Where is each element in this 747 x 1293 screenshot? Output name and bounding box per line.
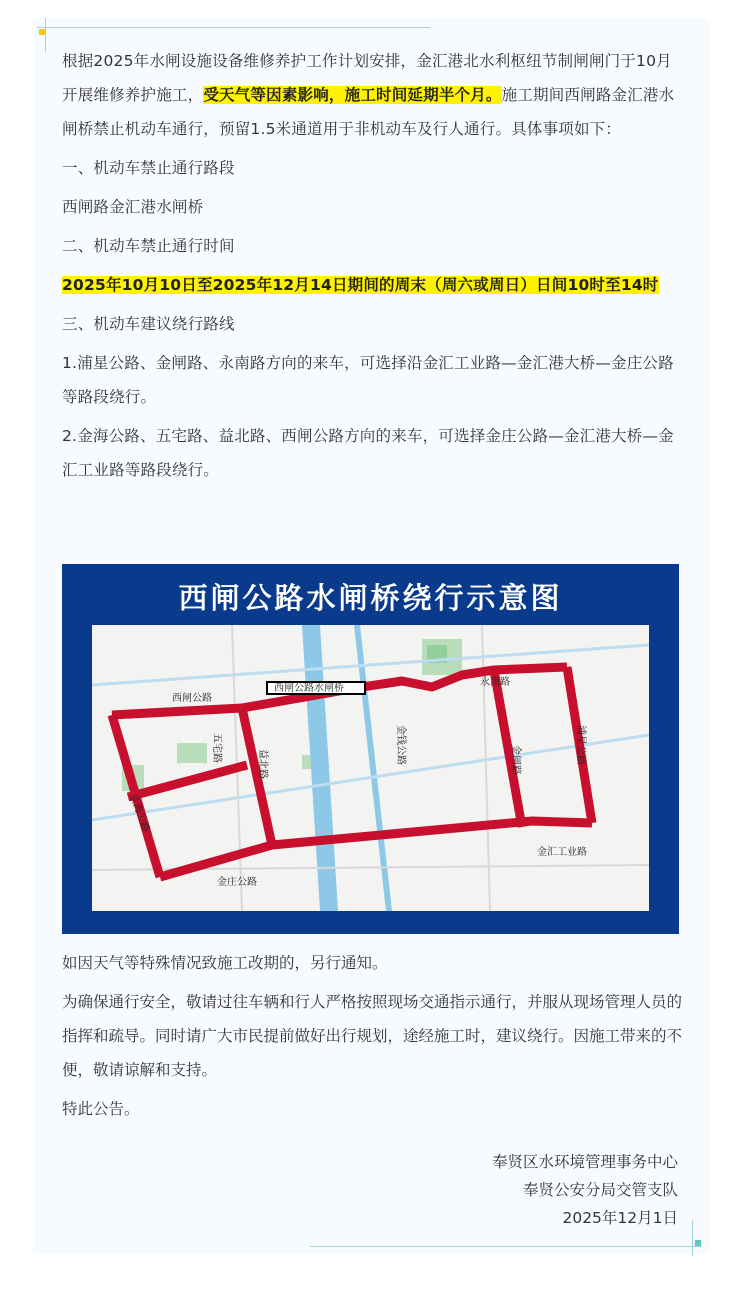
signature-org2: 奉贤公安分局交管支队: [522, 1181, 678, 1199]
article-body: [62, 44, 682, 492]
closure-time-highlight: 2025年10月10日至2025年12月14日期间的周末（周六或周日）日间10时至14时: [62, 276, 659, 294]
map-svg: [92, 625, 649, 911]
section1-heading: 一、机动车禁止通行路段: [62, 159, 235, 177]
map-label-jinqian: 金钱公路: [395, 725, 406, 765]
top-divider: [37, 27, 430, 28]
map-label-jinhuigongye: 金汇工业路: [537, 847, 587, 858]
section2-content: [62, 268, 682, 302]
signature-org1: 奉贤区水环境管理事务中心: [491, 1153, 678, 1171]
signature-block: [492, 1148, 678, 1232]
note-reschedule: 如因天气等特殊情况致施工改期的，另行通知。: [62, 954, 388, 972]
map-canvas: [92, 625, 649, 911]
map-label-jinhai: 金海公路: [127, 792, 152, 834]
map-label-wuzhai: 五宅路: [211, 733, 222, 763]
bottom-divider-accent: [692, 1220, 693, 1256]
map-label-bridge: 西闸公路水闸桥: [274, 683, 344, 694]
top-divider-accent: [45, 18, 46, 52]
notes-section: [62, 946, 682, 1131]
map-label-jinzha: 金闸路: [510, 745, 521, 775]
section3-heading: 三、机动车建议绕行路线: [62, 315, 235, 333]
map-title: 西闸公路水闸桥绕行示意图: [178, 581, 563, 615]
detour-map: [62, 564, 679, 934]
bottom-divider: [310, 1246, 702, 1247]
delay-highlight: 受天气等因素影响，施工时间延期半个月。: [203, 86, 502, 104]
bottom-accent-square: [695, 1240, 701, 1246]
map-label-xizha: 西闸公路: [172, 693, 212, 704]
section2-heading: 二、机动车禁止通行时间: [62, 237, 235, 255]
note-safety: 为确保通行安全，敬请过往车辆和行人严格按照现场交通指示通行，并服从现场管理人员的指挥和疏导。同时请广大市民提前做好出行规划，途经施工时，建议绕行。因施工带来的不便，敬请谅解和支持。: [62, 993, 683, 1079]
note-closing: 特此公告。: [62, 1100, 140, 1118]
map-label-puxing: 浦星公路: [575, 725, 586, 765]
top-accent-square: [39, 29, 45, 35]
intro-text: 根据2025年水闸设施设备维修养护工作计划安排，金汇港北水利枢纽节制闸闸门于10月开展维修养护施工，: [62, 52, 672, 104]
signature-date: 2025年12月1日: [562, 1209, 678, 1227]
route1: 1.浦星公路、金闸路、永南路方向的来车，可选择沿金汇工业路—金汇港大桥—金庄公路等路段绕行。: [62, 354, 674, 406]
section1-content: 西闸路金汇港水闸桥: [62, 198, 204, 216]
map-label-yongnan: 永南路: [480, 677, 510, 688]
route2: 2.金海公路、五宅路、益北路、西闸公路方向的来车，可选择金庄公路—金汇港大桥—金汇工业路等路段绕行。: [62, 427, 674, 479]
map-label-yibei: 益北路: [257, 749, 268, 779]
map-label-jinzhuang: 金庄公路: [217, 877, 257, 888]
intro-text-after: 施工期间西闸路金汇港水闸桥禁止机动车通行，预留1.5米通道用于非机动车及行人通行。具体事项如下：: [62, 86, 675, 138]
intro-paragraph: [62, 44, 682, 146]
